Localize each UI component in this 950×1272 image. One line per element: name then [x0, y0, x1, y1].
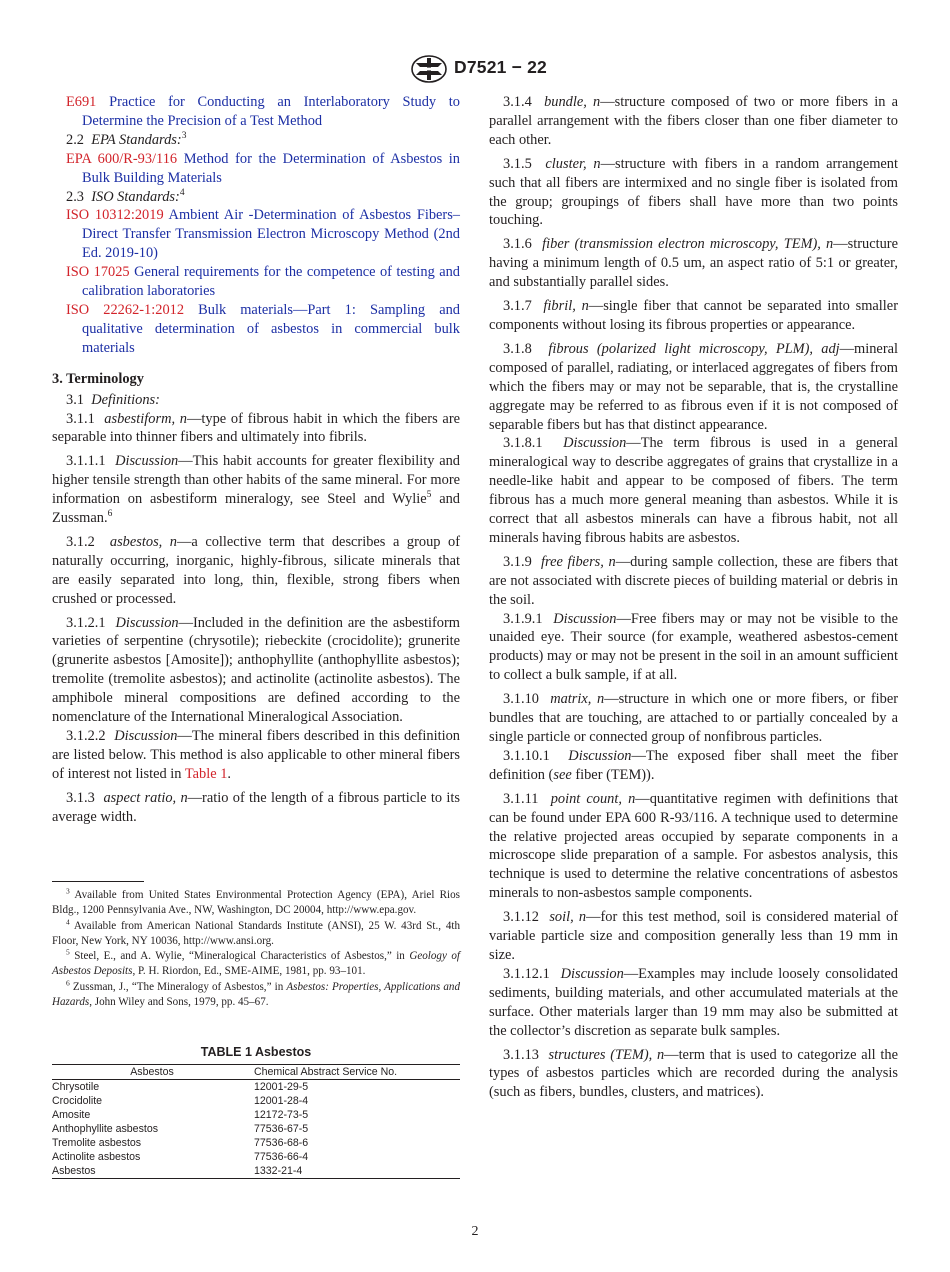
definition-text: see [553, 766, 572, 783]
term: Discussion [568, 747, 632, 764]
paragraph-3-1-10-1 [489, 747, 898, 785]
table-cell: Anthophyllite asbestos [52, 1123, 159, 1135]
definition-text: —during sample collection, these are fibers that are not associated with discrete pieces of building material or debris in the soil. [489, 553, 898, 608]
footnote-text: Steel, E., and A. Wylie, “Mineralogical Characteristics of Asbestos,” in [74, 950, 410, 963]
section-number: 2.2 [66, 131, 84, 148]
term: structures (TEM), n [548, 1046, 665, 1063]
table-row [52, 1122, 460, 1136]
footnote-3 [52, 888, 460, 919]
table-row [52, 1136, 460, 1150]
definition-text: —structure having a minimum length of 0.5 um, an aspect ratio of 5:1 or greater, and substantially parallel sides. [489, 236, 898, 291]
astm-logo-icon [410, 54, 448, 84]
column-header: Asbestos [52, 1065, 252, 1080]
definition-text: —mineral composed of parallel, radiating, or interlaced aggregates of fibers from which the fibers may or may not be separable, that is, the crystalline aggregate may be referred to as fibrous even if it is not composed of separable fibers but has that distinct appearance. [489, 340, 898, 433]
term: free fibers, n [541, 553, 616, 570]
footnote-ref[interactable]: 3 [181, 131, 187, 142]
term: bundle, n [544, 94, 601, 110]
epa-standards-heading [52, 131, 460, 150]
table-cell: Chrysotile [52, 1081, 100, 1093]
term: Discussion [114, 728, 178, 744]
footnote-number: 5 [66, 947, 70, 957]
table-row [52, 1094, 460, 1108]
footnote-citation-title: Asbestos: Properties, Applications and Hazards [52, 980, 460, 1009]
paragraph-3-1-6 [489, 235, 898, 292]
term: asbestos, n [109, 533, 178, 550]
footnote-divider [52, 881, 144, 882]
reference-title[interactable]: Bulk materials—Part 1: Sampling and qualitative determination of asbestos in commercial bulk materials [82, 301, 460, 356]
table-row [52, 1164, 460, 1179]
table-cell: Tremolite asbestos [52, 1137, 142, 1149]
table-1-link[interactable]: Table 1 [184, 765, 228, 782]
table-cell: Amosite [52, 1109, 91, 1121]
table-1-title: TABLE 1 Asbestos [200, 1045, 312, 1059]
term: soil, n [549, 909, 587, 926]
table-1-asbestos [52, 1064, 460, 1179]
term: matrix, n [550, 691, 605, 708]
left-column [52, 93, 460, 832]
footnote-number: 4 [66, 916, 70, 926]
footnote-ref[interactable]: 5 [426, 490, 432, 501]
clause-number: 3.1.8.1 [503, 435, 543, 452]
clause-number: 3.1.1 [66, 410, 95, 427]
table-cell: 12172-73-5 [254, 1109, 309, 1121]
definition-text: —single fiber that cannot be separated into smaller components without losing its fibrous properties or appearance. [489, 298, 898, 333]
paragraph-3-1-9-1 [489, 610, 898, 686]
clause-number: 3.1 [66, 391, 84, 408]
clause-number: 3.1.5 [503, 155, 532, 172]
paragraph-3-1-2-2 [52, 727, 460, 784]
clause-number: 3.1.2 [66, 533, 95, 550]
reference-epa600 [52, 150, 460, 188]
definition-text: —Examples may include loosely consolidated sediments, building materials, and other accumulated materials at the surface. Other materials larger than 19 mm may also be submitted at the collector’s discretion as separate bulk samples. [489, 965, 898, 1039]
definition-text: —structure composed of two or more fibers in a parallel arrangement with the fibers closer than one fiber diameter to each other. [489, 94, 899, 148]
reference-code[interactable]: EPA 600/R-93/116 [66, 150, 178, 167]
term: Discussion [115, 453, 179, 470]
definition-text: —The term fibrous is used in a general mineralogical way to describe aggregates of grains that crystallize in a needle-like habit and appear to be composed of fibers. The term fibrous has a much more general meaning than asbestos. While it is correct that all asbestos minerals can have a fibrous habit, not all minerals having fibrous habits are asbestos. [489, 435, 898, 546]
definition-text: —ratio of the length of a fibrous particle to its average width. [52, 789, 460, 825]
clause-number: 3.1.10.1 [503, 747, 550, 764]
term: Discussion [115, 614, 179, 631]
definition-text: and Zussman. [52, 491, 460, 527]
reference-iso10312 [52, 206, 460, 263]
footnote-ref[interactable]: 4 [179, 187, 185, 198]
definition-text: —structure with fibers in a random arrangement such that all fibers are intermixed and no single fiber is isolated from the group; groupings of fibers shall have more than two points touching. [489, 155, 898, 229]
footnote-ref[interactable]: 6 [107, 509, 113, 520]
paragraph-3-1-2-1 [52, 614, 460, 727]
paragraph-3-1-1 [52, 410, 460, 448]
table-row [52, 1150, 460, 1164]
definition-text: —term that is used to categorize all the types of asbestos particles which are recorded during the analysis (such as fibers, bundles, clusters, and matrices). [489, 1046, 898, 1101]
definition-text: . [227, 765, 231, 782]
clause-number: 3.1.2.1 [66, 614, 106, 631]
reference-title[interactable]: Ambient Air -Determination of Asbestos Fibers–Direct Transfer Transmission Electron Microscopy Method (2nd Ed. 2019-10) [82, 207, 460, 262]
table-row [52, 1108, 460, 1122]
clause-number: 3.1.10 [503, 691, 539, 708]
paragraph-3-1-3 [52, 789, 460, 827]
paragraph-3-1-2 [52, 533, 460, 609]
table-cell: 77536-66-4 [254, 1151, 309, 1163]
term: Discussion [560, 965, 624, 982]
paragraph-3-1-9 [489, 553, 898, 610]
page-header [0, 54, 950, 86]
paragraph-3-1-8 [489, 340, 898, 435]
paragraph-3-1-4 [489, 93, 898, 150]
term: cluster, n [545, 155, 601, 172]
table-cell: Crocidolite [52, 1095, 103, 1107]
clause-number: 3.1.8 [503, 340, 532, 357]
footnote-text: Available from United States Environmental Protection Agency (EPA), Ariel Rios Bldg., 1200 Pennsylvania Ave., NW, Washington, DC 20004, http://www.epa.gov. [52, 889, 461, 917]
term: Discussion [553, 610, 617, 627]
term: Discussion [563, 435, 627, 452]
clause-number: 3.1.13 [503, 1046, 539, 1063]
table-header-row [52, 1065, 460, 1080]
term: fibril, n [543, 298, 589, 315]
definition-text: —a collective term that describes a group of naturally occurring, inorganic, highly-fibrous, silicate minerals that are easily separated into long, thin, flexible, strong fibers when crushed or processed. [52, 533, 461, 607]
clause-number: 3.1.6 [503, 236, 532, 253]
section-heading-terminology: 3. Terminology [52, 370, 144, 387]
definition-text: —The exposed fiber shall meet the fiber definition ( [489, 747, 898, 783]
footnotes [52, 888, 460, 1010]
paragraph-3-1-12 [489, 908, 898, 965]
term: aspect ratio, n [103, 789, 188, 806]
term: asbestiform, n [104, 410, 188, 427]
document-id: D7521 − 22 [454, 57, 547, 77]
clause-number: 3.1.11 [503, 790, 539, 807]
table-cell: Asbestos [52, 1164, 252, 1179]
term: fibrous (polarized light microscopy, PLM), adj [548, 340, 840, 357]
footnote-text: , John Wiley and Sons, 1979, pp. 45–67. [89, 996, 269, 1009]
clause-number: 3.1.3 [66, 789, 95, 806]
paragraph-3-1-1-1 [52, 452, 460, 528]
table-cell: 12001-28-4 [254, 1095, 309, 1107]
iso-standards-heading [52, 188, 460, 207]
clause-number: 3.1.2.2 [66, 728, 106, 744]
footnote-5 [52, 949, 460, 980]
footnote-text: , P. H. Riordon, Ed., SME-AIME, 1981, pp. 93–101. [132, 965, 366, 978]
definition-text: —The mineral fibers described in this definition are listed below. This method is also applicable to other mineral fibers of interest not listed in [52, 728, 460, 782]
definition-text: —type of fibrous habit in which the fibers are separable into thinner fibers and ultimately into fibrils. [52, 410, 460, 446]
reference-code[interactable]: ISO 22262-1:2012 [66, 301, 185, 318]
clause-number: 3.1.9 [503, 553, 532, 570]
paragraph-3-1-10 [489, 690, 898, 747]
section-label: ISO Standards: [91, 188, 180, 205]
term: Definitions: [91, 391, 160, 408]
table-row [52, 1080, 460, 1095]
paragraph-3-1-5 [489, 155, 898, 231]
definition-text: —Included in the definition are the asbestiform varieties of serpentine (chrysotile); riebeckite (crocidolite); grunerite (grunerite asbestos [Amosite]); anthophyllite (anthophyllite asbestos); tremolite (tremolite asbestos); and actinolite (actinolite asbestos). The amphibole mineral compositions are defined according to the nomenclature of the International Mineralogical Association. [52, 614, 460, 726]
reference-code[interactable]: E691 [66, 94, 97, 110]
clause-number: 3.1.7 [503, 298, 532, 315]
right-column [489, 93, 898, 1107]
column-header: Chemical Abstract Service No. [252, 1065, 460, 1080]
footnote-text: Zussman, J., “The Mineralogy of Asbestos,” in [72, 980, 287, 993]
section-label: EPA Standards: [91, 131, 182, 148]
footnote-6 [52, 980, 460, 1011]
paragraph-3-1-11 [489, 790, 898, 903]
clause-number: 3.1.4 [503, 94, 532, 110]
section-number: 2.3 [66, 188, 84, 205]
reference-code[interactable]: ISO 10312:2019 [66, 207, 164, 224]
footnote-number: 6 [66, 978, 70, 988]
clause-number: 3.1.12.1 [503, 965, 550, 982]
footnote-number: 3 [66, 886, 70, 896]
paragraph-3-1 [52, 391, 460, 410]
reference-iso22262 [52, 301, 460, 358]
reference-title[interactable]: Practice for Conducting an Interlaboratory Study to Determine the Precision of a Test Method [82, 94, 460, 129]
term: fiber (transmission electron microscopy, TEM), n [542, 236, 834, 253]
footnote-4 [52, 916, 460, 950]
reference-title[interactable]: General requirements for the competence of testing and calibration laboratories [82, 264, 461, 300]
definition-text: —This habit accounts for greater flexibility and higher tensile strength than other habits of the same mineral. For more information on asbestiform mineralogy, see Steel and Wylie [52, 453, 460, 508]
paragraph-3-1-7 [489, 297, 898, 335]
definition-text: —for this test method, soil is considered material of variable particle size and composition generally less than 19 mm in size. [489, 909, 899, 963]
table-cell: 12001-29-5 [254, 1081, 309, 1093]
paragraph-3-1-13 [489, 1046, 898, 1103]
reference-iso17025 [52, 263, 460, 301]
clause-number: 3.1.9.1 [503, 610, 543, 627]
footnote-text: Available from American National Standards Institute (ANSI), 25 W. 43rd St., 4th Floor, New York, NY 10036, http://www.ansi.org. [52, 919, 460, 947]
definition-text: fiber (TEM)). [571, 766, 655, 783]
definition-text: —Free fibers may or may not be visible to the unaided eye. Their source (for example, weathered asbestos-cement products) may or may not be present in the soil in an amount sufficient to collect a bulk sample, if at all. [489, 610, 898, 684]
reference-e691 [52, 93, 460, 131]
table-cell: Actinolite asbestos [52, 1151, 141, 1163]
paragraph-3-1-12-1 [489, 965, 898, 1041]
reference-title[interactable]: Method for the Determination of Asbestos in Bulk Building Materials [82, 150, 460, 186]
page-number: 2 [471, 1224, 479, 1239]
table-cell: 77536-68-6 [254, 1137, 309, 1149]
reference-code[interactable]: ISO 17025 [66, 264, 130, 281]
footnote-citation-title: Geology of Asbestos Deposits [52, 950, 460, 978]
paragraph-3-1-8-1 [489, 434, 898, 547]
clause-number: 3.1.1.1 [66, 453, 106, 470]
definition-text: —structure in which one or more fibers, or fiber bundles that are touching, are attached to or partially concealed by a single particle or connected group of nonfibrous particles. [489, 691, 898, 745]
table-cell: 77536-67-5 [254, 1123, 309, 1135]
clause-number: 3.1.12 [503, 909, 539, 926]
table-cell: 1332-21-4 [252, 1164, 460, 1179]
definition-text: —quantitative regimen with definitions that can be found under EPA 600 R-93/116. A technique used to determine the relative projected areas occupied by separate components in a microscope slide preparation of a sample. For asbestos analysis, this technique is used to determine the relative concentrations of asbestos minerals to non-asbestos sample components. [489, 790, 898, 902]
term: point count, n [550, 790, 636, 807]
